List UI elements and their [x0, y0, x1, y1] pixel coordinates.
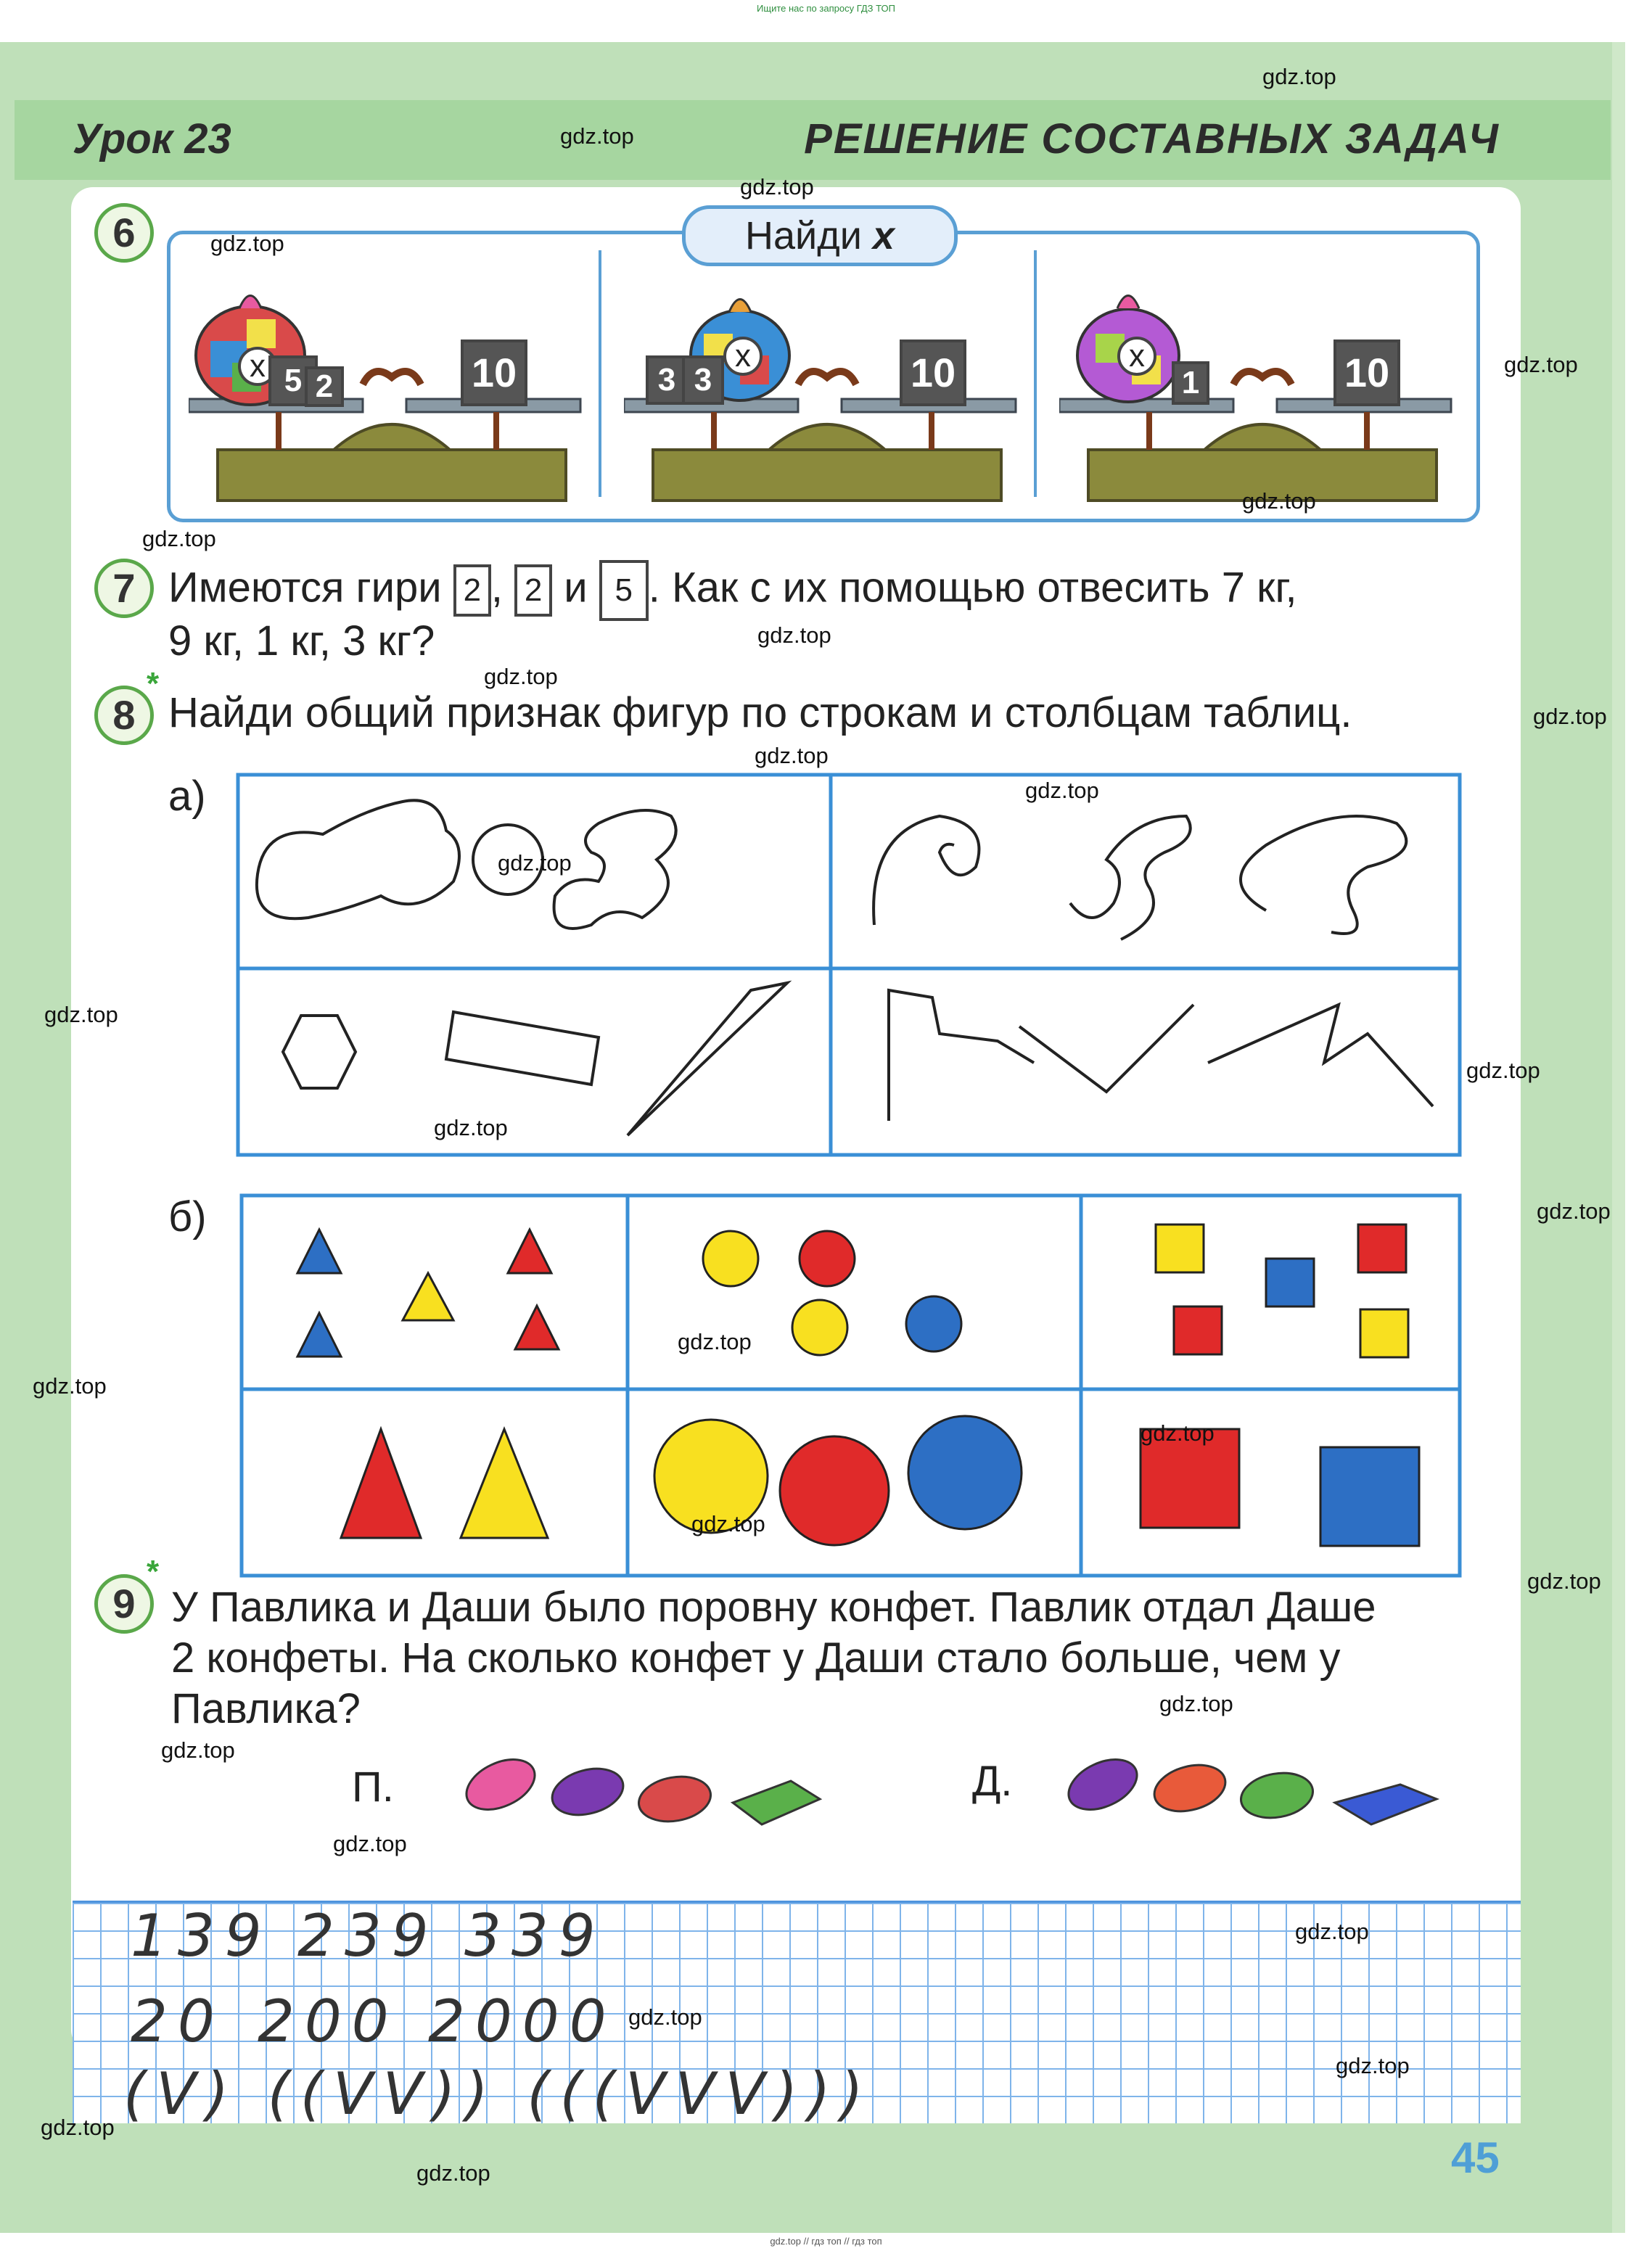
broken-line-shape: [1208, 1005, 1433, 1106]
big-blue-square: [1320, 1447, 1419, 1546]
watermark: gdz.top: [628, 2004, 702, 2030]
variable-x: x: [872, 214, 895, 258]
watermark: gdz.top: [1537, 1198, 1611, 1224]
weight-icon: 2: [305, 366, 344, 407]
small-blue-circle: [906, 1296, 961, 1351]
watermark: gdz.top: [416, 2160, 490, 2186]
small-red-square: [1174, 1306, 1222, 1354]
star-icon: *: [147, 1554, 160, 1589]
candy-icon: [636, 1771, 715, 1827]
handwriting-2000: 2000: [428, 1988, 617, 2055]
big-blue-circle: [908, 1416, 1022, 1529]
watermark: gdz.top: [142, 526, 216, 551]
handwriting-239: 239: [297, 1902, 439, 1970]
small-red-circle: [800, 1231, 855, 1286]
table-a: [236, 773, 1462, 1157]
candy-icon: [733, 1781, 820, 1824]
top-note: Ищите нас по запросу ГДЗ ТОП: [757, 3, 895, 14]
watermark: gdz.top: [1466, 1058, 1540, 1083]
candy-icon: [1238, 1768, 1317, 1823]
watermark: gdz.top: [1504, 352, 1578, 377]
task-number-7: 7: [94, 559, 154, 618]
closed-curve-shape: [554, 810, 676, 929]
small-yellow-circle: [703, 1231, 758, 1286]
watermark: gdz.top: [210, 231, 284, 256]
watermark: gdz.top: [44, 1002, 118, 1027]
broken-line-shape: [1019, 1005, 1193, 1092]
weight-icon: 2: [453, 564, 491, 617]
big-red-circle: [780, 1436, 889, 1545]
comma: ,: [490, 564, 503, 612]
find-x-label: [682, 205, 958, 266]
weight-icon: 10: [1333, 339, 1400, 406]
task7-text: Имеются гири: [168, 564, 442, 612]
watermark: gdz.top: [1336, 2053, 1410, 2078]
watermark: gdz.top: [678, 1329, 752, 1354]
balance-scale-1: [189, 276, 595, 508]
watermark: gdz.top: [1527, 1568, 1601, 1594]
task-number-8: 8: [94, 686, 154, 745]
small-red-triangle: [508, 1230, 551, 1273]
handwriting-200: 200: [258, 1988, 399, 2055]
watermark: gdz.top: [41, 2115, 115, 2140]
page-number: 45: [1451, 2133, 1500, 2182]
candy-icon: [1149, 1758, 1230, 1819]
task9-line2: 2 конфеты. На сколько конфет у Даши стало больше, чем у: [171, 1634, 1341, 1682]
weight-icon: 5: [599, 560, 649, 621]
x-label: x: [1117, 337, 1156, 376]
pavlik-candies: [443, 1730, 834, 1839]
x-label: x: [238, 347, 277, 386]
weight-icon: 3: [646, 355, 688, 405]
label-pavlik: П.: [352, 1764, 394, 1811]
rectangle-shape: [446, 1012, 599, 1085]
watermark: gdz.top: [560, 123, 634, 149]
watermark: gdz.top: [1159, 1691, 1233, 1716]
weight-icon: 10: [461, 339, 527, 406]
weight-icon: 10: [900, 339, 966, 406]
watermark: gdz.top: [1242, 488, 1316, 514]
watermark: gdz.top: [755, 743, 829, 768]
task8-text: Найди общий признак фигур по строкам и столбцам таблиц.: [168, 689, 1352, 736]
task-number-9: 9: [94, 1574, 154, 1634]
candy-icon: [459, 1750, 543, 1820]
watermark: gdz.top: [1025, 778, 1099, 803]
dasha-candies: [1045, 1730, 1451, 1839]
task-number-6: 6: [94, 203, 154, 263]
small-yellow-circle: [792, 1300, 847, 1355]
lesson-label: Урок 23: [73, 115, 231, 162]
small-yellow-triangle: [403, 1273, 453, 1320]
small-blue-triangle: [297, 1230, 341, 1273]
watermark: gdz.top: [498, 850, 572, 876]
scale-hump: [334, 424, 450, 450]
x-label: x: [723, 337, 763, 376]
and-word: и: [564, 564, 588, 612]
task7-text2: . Как с их помощью отвесить 7 кг,: [648, 564, 1297, 612]
watermark: gdz.top: [161, 1737, 235, 1763]
panel-divider: [1034, 250, 1037, 497]
small-blue-square: [1266, 1259, 1314, 1306]
watermark: gdz.top: [1262, 64, 1336, 89]
find-label: Найди: [745, 214, 862, 258]
watermark: gdz.top: [33, 1373, 107, 1399]
candy-icon: [547, 1761, 628, 1822]
scale-base: [218, 450, 566, 501]
big-yellow-triangle: [461, 1429, 548, 1538]
handwriting-339: 339: [464, 1902, 606, 1970]
watermark: gdz.top: [1295, 1919, 1369, 1944]
scale-beam: [363, 371, 421, 384]
watermark: gdz.top: [1141, 1420, 1215, 1446]
open-curve-shape: [874, 816, 979, 925]
open-curve-shape: [1070, 816, 1191, 939]
hexagon-shape: [283, 1016, 356, 1088]
watermark: gdz.top: [740, 174, 814, 199]
open-curve-shape: [1241, 816, 1406, 934]
watermark: gdz.top: [1533, 704, 1607, 729]
handwriting-139: 139: [131, 1902, 272, 1970]
handwriting-brackets: (V) ((VV)) (((VVV))): [123, 2060, 874, 2128]
weight-icon: 1: [1172, 361, 1209, 405]
small-blue-triangle: [297, 1313, 341, 1357]
small-yellow-square: [1360, 1309, 1408, 1357]
broken-line-shape: [889, 990, 1034, 1121]
closed-curve-shape: [257, 800, 459, 918]
small-red-square: [1358, 1225, 1406, 1272]
label-b: б): [168, 1193, 207, 1240]
handwriting-20: 20: [131, 1988, 225, 2055]
page-title: РЕШЕНИЕ СОСТАВНЫХ ЗАДАЧ: [804, 115, 1500, 162]
balance-scale-3: [1059, 276, 1466, 508]
watermark: gdz.top: [484, 664, 558, 689]
watermark: gdz.top: [691, 1511, 765, 1536]
watermark: gdz.top: [434, 1115, 508, 1140]
weight-icon: 3: [682, 355, 724, 405]
candy-icon: [1061, 1750, 1145, 1820]
page-edge: [1612, 42, 1625, 2233]
label-a: а): [168, 773, 206, 820]
star-icon: *: [147, 666, 160, 701]
big-red-triangle: [341, 1429, 421, 1538]
task7-line1: [168, 560, 1297, 621]
candy-icon: [1335, 1785, 1437, 1824]
watermark: gdz.top: [757, 622, 831, 648]
label-dasha: Д.: [972, 1758, 1013, 1805]
table-b: [239, 1193, 1462, 1578]
panel-divider: [599, 250, 601, 497]
small-yellow-square: [1156, 1225, 1204, 1272]
small-red-triangle: [515, 1306, 559, 1349]
triangle-shape: [628, 983, 787, 1135]
task9-line3: Павлика?: [171, 1685, 361, 1732]
bottom-note: gdz.top // гдз топ // гдз топ: [770, 2236, 882, 2247]
weight-icon: 2: [514, 564, 552, 617]
task9-line1: У Павлика и Даши было поровну конфет. Павлик отдал Даше: [171, 1584, 1376, 1631]
watermark: gdz.top: [333, 1831, 407, 1856]
weight-icon: 5: [268, 355, 318, 406]
task7-line2: 9 кг, 1 кг, 3 кг?: [168, 617, 435, 664]
